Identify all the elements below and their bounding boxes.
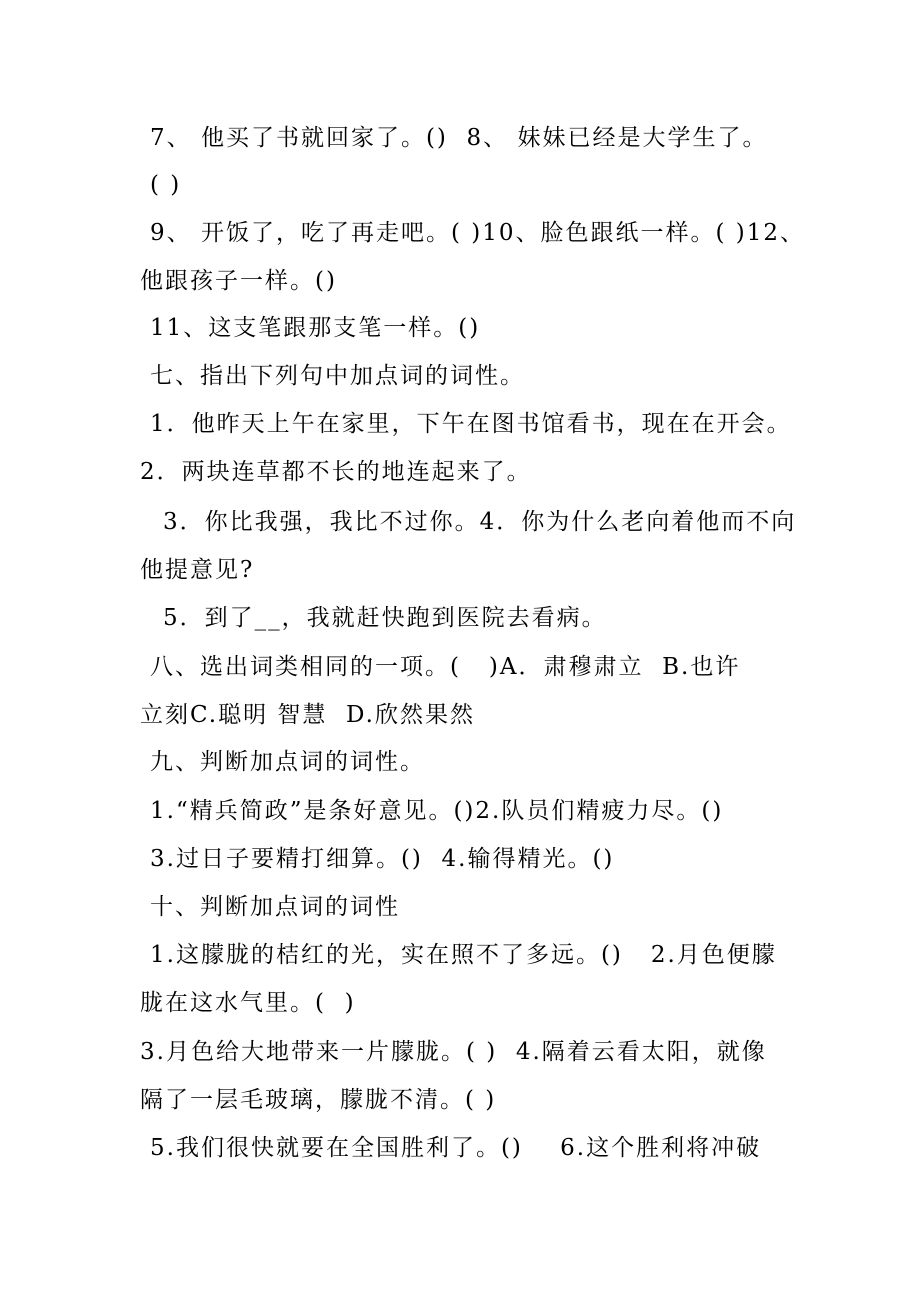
- text-line: 3.月色给大地带来一片朦胧。( ) 4.隔着云看太阳，就像: [140, 1039, 767, 1065]
- text-line: 3．你比我强，我比不过你。4．你为什么老向着他而不向: [163, 509, 797, 535]
- text-line: 他跟孩子一样。(): [140, 268, 337, 294]
- text-line: 5.我们很快就要在全国胜利了。() 6.这个胜利将冲破: [150, 1135, 762, 1161]
- text-line: 1.这朦胧的桔红的光，实在照不了多远。() 2.月色便朦: [150, 942, 777, 968]
- section-heading: 八、选出词类相同的一项。( )A．肃穆肃立 B.也许: [150, 654, 741, 680]
- text-line: 1．他昨天上午在家里，下午在图书馆看书，现在在开会。: [150, 411, 792, 437]
- section-heading: 九、判断加点词的词性。: [150, 749, 425, 775]
- text-line: 9、 开饭了，吃了再走吧。( )10、脸色跟纸一样。( )12、: [150, 220, 805, 246]
- text-line: 11、这支笔跟那支笔一样。(): [150, 315, 481, 341]
- text-line: 隔了一层毛玻璃，朦胧不清。( ): [140, 1087, 497, 1113]
- text-line: ( ): [150, 172, 182, 198]
- text-line: 他提意见?: [140, 557, 255, 583]
- text-line: 立刻C.聪明 智慧 D.欣然果然: [140, 702, 475, 728]
- text-line: 7、 他买了书就回家了。() 8、 妹妹已经是大学生了。: [150, 125, 768, 151]
- text-line: 5．到了__，我就赶快跑到医院去看病。: [163, 605, 607, 631]
- section-heading: 七、指出下列句中加点词的词性。: [150, 363, 525, 389]
- text-line: 3.过日子要精打细算。() 4.输得精光。(): [150, 846, 615, 872]
- text-line: 胧在这水气里。( ): [140, 990, 356, 1016]
- text-line: 1.“精兵简政”是条好意见。()2.队员们精疲力尽。(): [150, 798, 724, 824]
- section-heading: 十、判断加点词的词性: [150, 894, 400, 920]
- text-line: 2．两块连草都不长的地连起来了。: [140, 459, 532, 485]
